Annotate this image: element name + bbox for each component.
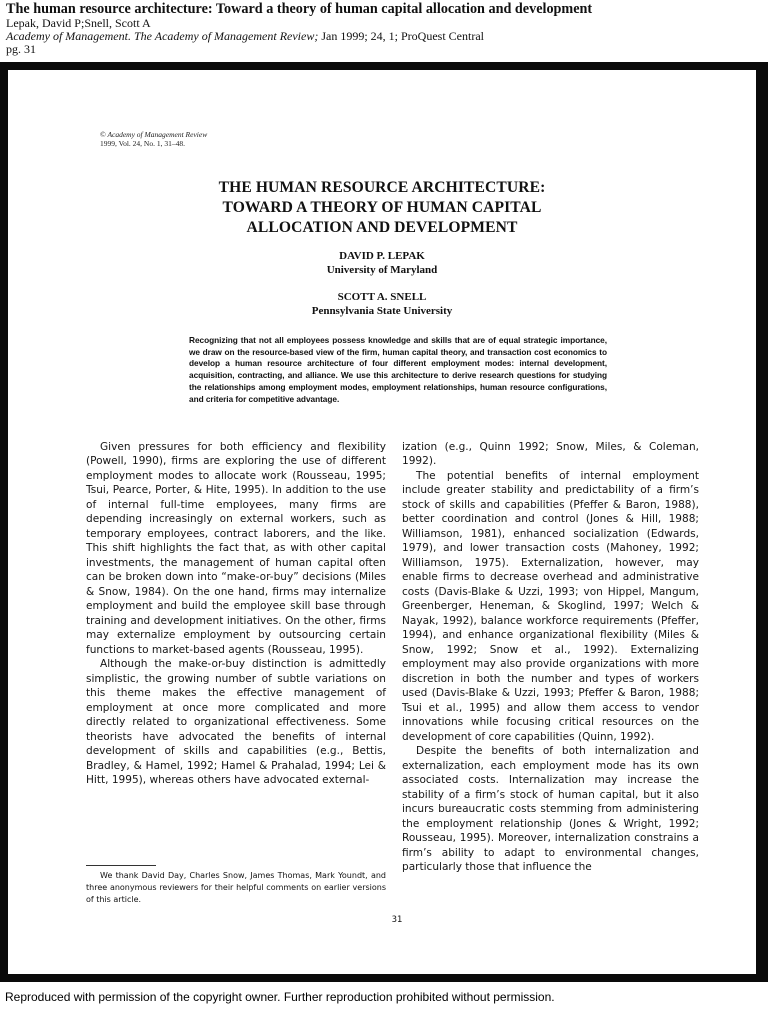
reproduction-notice: Reproduced with permission of the copyright owner. Further reproduction prohibited without permission.	[5, 990, 555, 1004]
title-line-2: TOWARD A THEORY OF HUMAN CAPITAL	[222, 199, 542, 216]
author-1-affiliation: University of Maryland	[326, 263, 438, 276]
document-citation	[6, 30, 762, 43]
left-paragraph-2: Although the make-or-buy distinction is admittedly simplistic, the growing number of subtle variations on this theme makes the effective management of employment at once more complicated and more directly related to organizational effectiveness. Some theorists have advocated the benefits of internal development of skills and capabilities (e.g., Bettis, Bradley, & Hamel, 1992; Hamel & Prahalad, 1994; Lei & Hitt, 1995), whereas others have advocated external-	[86, 658, 386, 787]
document-header	[6, 1, 762, 56]
right-paragraph-continued: ization (e.g., Quinn 1992; Snow, Miles, & Coleman, 1992).	[402, 441, 699, 468]
title-line-3: ALLOCATION AND DEVELOPMENT	[246, 219, 518, 236]
source-citation	[100, 130, 207, 148]
right-column	[402, 440, 699, 875]
abstract: Recognizing that not all employees possess knowledge and skills that are of equal strategic importance, we draw on the resource-based view of the firm, human capital theory, and transaction cost economics to develop a human resource architecture of four different employment modes: internal development, acquisition, contracting, and alliance. We use this architecture to derive research questions for studying the relationships among employment modes, employment relationships, human resource configurations, and criteria for competitive advantage.	[189, 335, 607, 404]
issue-info: Jan 1999; 24, 1; ProQuest Central	[318, 29, 484, 43]
left-column	[86, 440, 386, 788]
author-2-name: SCOTT A. SNELL	[337, 291, 427, 303]
footnote-rule	[86, 865, 156, 866]
page-number: 31	[391, 915, 403, 925]
right-paragraph-1: The potential benefits of internal employment include greater stability and predictability of a firm’s stock of skills and capabilities (Pfeffer & Baron, 1988), better coordination and control (Jones & Hill, 1988; Williamson, 1981), enhanced socialization (Edwards, 1979), and lower transaction costs (Mahoney, 1992; Williamson, 1975). Externalization, however, may enable firms to decrease overhead and administrative costs (Davis-Blake & Uzzi, 1993; von Hippel, Mangum, Greenberger, Heneman, & Skoglind, 1997; Welch & Nayak, 1992), balance workforce requirements (Pfeffer, 1994), and enhance organizational flexibility (Miles & Snow, 1992; Snow et al., 1992). Externalizing employment may also provide organizations with more discretion in both the number and types of workers used (Davis-Blake & Uzzi, 1993; Pfeffer & Baron, 1988; Tsui et al., 1995) and allow them access to vendor innovations while focusing critical resources on the development of core capabilities (Quinn, 1992).	[402, 469, 699, 743]
document-authors: Lepak, David P;Snell, Scott A	[6, 16, 151, 30]
author-2-affiliation: Pennsylvania State University	[311, 304, 453, 317]
article-title	[8, 178, 756, 238]
author-1	[8, 250, 756, 277]
source-volume: 1999, Vol. 24, No. 1, 31–48.	[100, 139, 185, 148]
author-1-name: DAVID P. LEPAK	[339, 250, 425, 262]
journal-name: Academy of Management. The Academy of Management Review;	[6, 29, 319, 43]
title-line-1: THE HUMAN RESOURCE ARCHITECTURE:	[218, 179, 546, 196]
author-2	[8, 291, 756, 318]
footnote: We thank David Day, Charles Snow, James Thomas, Mark Youndt, and three anonymous reviewers for their helpful comments on earlier versions of this article.	[86, 871, 386, 904]
page-reference: pg. 31	[6, 42, 36, 56]
scanned-page	[8, 70, 756, 974]
source-journal: © Academy of Management Review	[100, 130, 208, 139]
document-title: The human resource architecture: Toward a theory of human capital allocation and development	[6, 1, 593, 17]
left-paragraph-1: Given pressures for both efficiency and flexibility (Powell, 1990), firms are exploring the use of different employment modes to allocate work (Rousseau, 1995; Tsui, Pearce, Porter, & Hite, 1995). In addition to the use of internal full-time employees, many firms are depending increasingly on external workers, such as temporary employees, contract laborers, and the like. This shift highlights the fact that, as with other capital investments, the management of human capital often can be broken down into “make-or-buy” decisions (Miles & Snow, 1984). On the one hand, firms may internalize employment and build the employee skill base through training and development initiatives. On the other, firms may externalize employment by outsourcing certain functions to market-based agents (Rousseau, 1995).	[86, 441, 386, 656]
right-paragraph-2: Despite the benefits of both internalization and externalization, each employment mode has its own associated costs. Internalization may increase the stability of a firm’s stock of human capital, but it also incurs bureaucratic costs stemming from administering the employment relationship (Jones & Wright, 1992; Rousseau, 1995). Moreover, internalization constrains a firm’s ability to adapt to environmental changes, particularly those that influence the	[402, 745, 699, 874]
